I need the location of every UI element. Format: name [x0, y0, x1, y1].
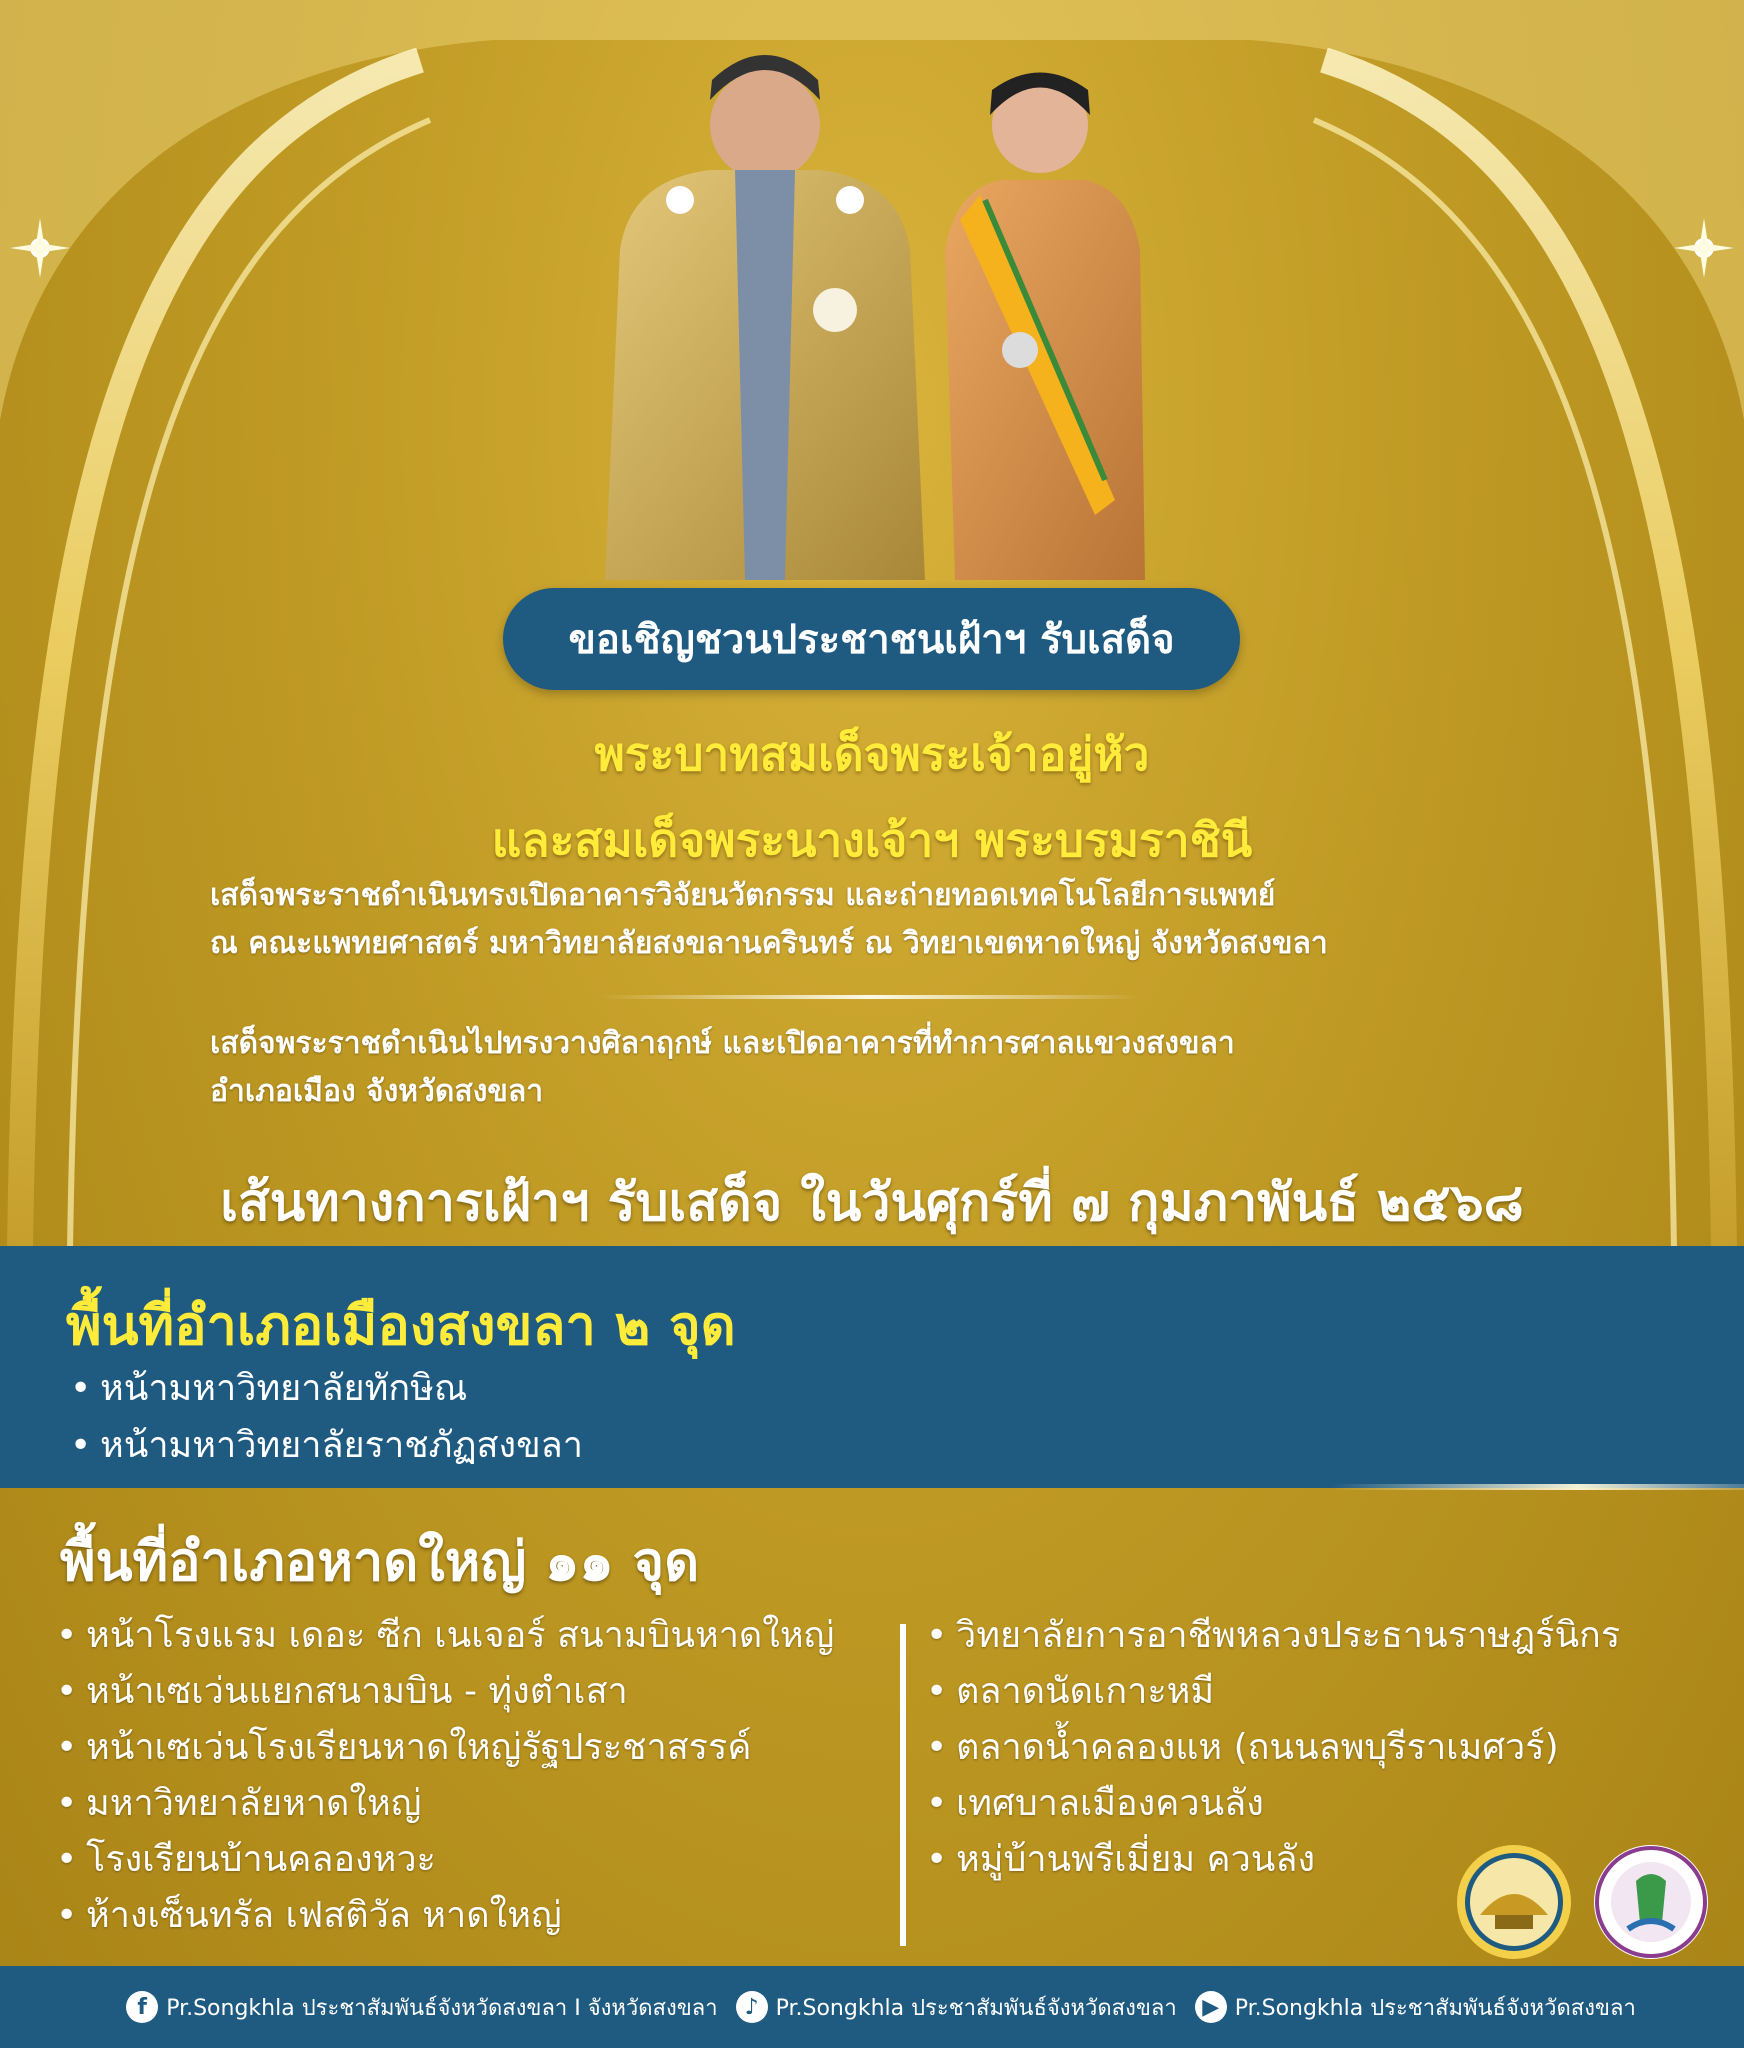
location-label: หน้ามหาวิทยาลัยทักษิณ: [100, 1368, 468, 1409]
bullet-icon: •: [56, 1839, 78, 1880]
list-item: [56, 1888, 834, 1944]
location-label: หมู่บ้านพรีเมี่ยม ควนลัง: [956, 1839, 1316, 1880]
list-item: [56, 1832, 834, 1888]
list-item: [926, 1776, 1620, 1832]
bullet-icon: •: [56, 1783, 78, 1824]
bullet-icon: •: [56, 1895, 78, 1936]
public-relations-department-seal-icon: [1592, 1843, 1710, 1961]
column-divider: [900, 1624, 906, 1946]
event-2-line-2: อำเภอเมือง จังหวัดสงขลา: [210, 1074, 544, 1109]
event-2-line-1: เสด็จพระราชดำเนินไปทรงวางศิลาฤกษ์ และเปิดอาคารที่ทำการศาลแขวงสงขลา: [210, 1026, 1235, 1061]
location-label: ตลาดน้ำคลองแห (ถนนลพบุรีราเมศวร์): [956, 1727, 1559, 1768]
location-label: หน้าเซเว่นโรงเรียนหาดใหญ่รัฐประชาสรรค์: [86, 1727, 752, 1768]
royal-title-queen: และสมเด็จพระนางเจ้าฯ พระบรมราชินี: [491, 813, 1253, 867]
tiktok-label[interactable]: Pr.Songkhla ประชาสัมพันธ์จังหวัดสงขลา: [775, 1995, 1177, 2021]
location-label: วิทยาลัยการอาชีพหลวงประธานราษฎร์นิกร: [956, 1615, 1621, 1656]
list-item: [56, 1776, 834, 1832]
location-label: มหาวิทยาลัยหาดใหญ่: [86, 1783, 422, 1824]
bullet-icon: •: [926, 1839, 948, 1880]
bullet-icon: •: [56, 1615, 78, 1656]
location-label: เทศบาลเมืองควนลัง: [956, 1783, 1264, 1824]
bullet-icon: •: [70, 1368, 92, 1409]
location-label: ห้างเซ็นทรัล เฟสติวัล หาดใหญ่: [86, 1895, 562, 1936]
list-item: [56, 1608, 834, 1664]
event-1-line-1: เสด็จพระราชดำเนินทรงเปิดอาคารวิจัยนวัตกรรม และถ่ายทอดเทคโนโลยีการแพทย์: [210, 878, 1276, 913]
footer-social-bar: [0, 1966, 1744, 2048]
location-label: โรงเรียนบ้านคลองหวะ: [86, 1839, 436, 1880]
list-item: [56, 1664, 834, 1720]
facebook-icon[interactable]: f: [126, 1991, 158, 2023]
mueang-location-list: [70, 1360, 583, 1474]
list-item: [926, 1664, 1620, 1720]
bullet-icon: •: [56, 1727, 78, 1768]
list-item: [926, 1720, 1620, 1776]
royal-title-king: พระบาทสมเด็จพระเจ้าอยู่หัว: [594, 727, 1150, 781]
invite-banner: ขอเชิญชวนประชาชนเฝ้าฯ รับเสด็จ: [503, 588, 1240, 690]
bullet-icon: •: [926, 1615, 948, 1656]
event-1-line-2: ณ คณะแพทยศาสตร์ มหาวิทยาลัยสงขลานครินทร์ ณ วิทยาเขตหาดใหญ่ จังหวัดสงขลา: [210, 926, 1328, 961]
list-item: [70, 1417, 583, 1474]
bullet-icon: •: [56, 1671, 78, 1712]
event-description-2: [210, 1020, 1510, 1116]
sparkle-divider: [600, 995, 1140, 999]
hatyai-section-title: พื้นที่อำเภอหาดใหญ่ ๑๑ จุด: [60, 1530, 700, 1593]
tiktok-icon[interactable]: ♪: [736, 1991, 768, 2023]
route-title: เส้นทางการเฝ้าฯ รับเสด็จ ในวันศุกร์ที่ ๗ กุมภาพันธ์ ๒๕๖๘: [220, 1173, 1524, 1233]
location-label: หน้าเซเว่นแยกสนามบิน - ทุ่งตำเสา: [86, 1671, 628, 1712]
location-label: หน้าโรงแรม เดอะ ซีก เนเจอร์ สนามบินหาดใหญ่: [86, 1615, 835, 1656]
mueang-section-title: พื้นที่อำเภอเมืองสงขลา ๒ จุด: [66, 1294, 736, 1357]
bullet-icon: •: [926, 1783, 948, 1824]
youtube-label[interactable]: Pr.Songkhla ประชาสัมพันธ์จังหวัดสงขลา: [1234, 1995, 1636, 2021]
songkhla-province-seal-icon: [1455, 1843, 1573, 1961]
list-item: [70, 1360, 583, 1417]
facebook-label[interactable]: Pr.Songkhla ประชาสัมพันธ์จังหวัดสงขลา I จังหวัดสงขลา: [166, 1995, 718, 2021]
event-description-1: [210, 872, 1510, 968]
bullet-icon: •: [926, 1727, 948, 1768]
location-label: ตลาดนัดเกาะหมี: [956, 1671, 1215, 1712]
hatyai-location-list-left: [56, 1608, 834, 1944]
youtube-icon[interactable]: ▶: [1195, 1991, 1227, 2023]
list-item: [926, 1608, 1620, 1664]
list-item: [56, 1720, 834, 1776]
bullet-icon: •: [70, 1425, 92, 1466]
band-glow-line: [1330, 1484, 1744, 1490]
bullet-icon: •: [926, 1671, 948, 1712]
royal-portrait: [560, 20, 1200, 590]
location-label: หน้ามหาวิทยาลัยราชภัฏสงขลา: [100, 1425, 583, 1466]
